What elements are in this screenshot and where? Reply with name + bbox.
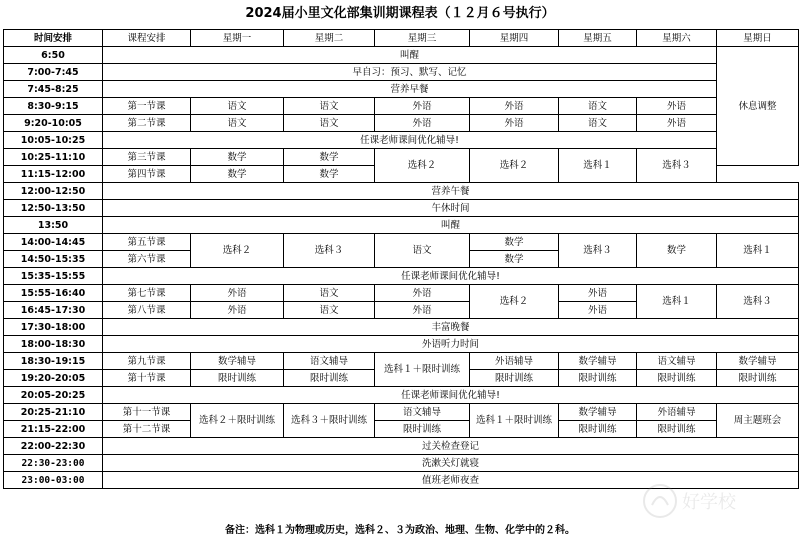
header-sunday: 星期日	[717, 30, 799, 47]
time-cell: 15:55-16:40	[4, 285, 103, 302]
period-label: 第十二节课	[103, 421, 191, 438]
table-row	[4, 183, 799, 200]
class-cell: 限时训练	[717, 370, 799, 387]
time-cell: 21:15-22:00	[4, 421, 103, 438]
class-cell: 选科２	[191, 234, 284, 268]
time-cell: 20:25-21:10	[4, 404, 103, 421]
class-cell: 语文辅导	[284, 353, 375, 370]
class-cell: 外语辅导	[637, 404, 717, 421]
class-cell: 外语	[375, 285, 470, 302]
class-cell: 外语	[470, 115, 559, 132]
class-cell: 数学	[191, 166, 284, 183]
table-row	[4, 387, 799, 404]
time-cell: 6:50	[4, 47, 103, 64]
time-cell: 7:00-7:45	[4, 64, 103, 81]
class-cell: 限时训练	[470, 370, 559, 387]
header-thursday: 星期四	[470, 30, 559, 47]
class-cell: 语文	[284, 285, 375, 302]
time-cell: 13:50	[4, 217, 103, 234]
time-cell: 20:05-20:25	[4, 387, 103, 404]
table-row	[4, 149, 799, 166]
class-cell: 限时训练	[191, 370, 284, 387]
period-label: 第十节课	[103, 370, 191, 387]
activity-nap: 午休时间	[103, 200, 799, 217]
time-cell: 7:45-8:25	[4, 81, 103, 98]
activity-morning-study: 早自习：预习、默写、记忆	[103, 64, 717, 81]
activity-wake: 叫醒	[103, 47, 717, 64]
class-cell: 语文	[559, 115, 637, 132]
time-cell: 18:00-18:30	[4, 336, 103, 353]
class-cell: 外语	[375, 98, 470, 115]
class-cell: 外语	[375, 115, 470, 132]
table-row	[4, 200, 799, 217]
table-row	[4, 268, 799, 285]
class-cell: 限时训练	[559, 370, 637, 387]
class-cell: 外语	[559, 302, 637, 319]
period-label: 第八节课	[103, 302, 191, 319]
period-label: 第六节课	[103, 251, 191, 268]
class-cell: 外语	[637, 115, 717, 132]
table-row	[4, 421, 799, 438]
time-cell: 22:30-23:00	[4, 455, 103, 472]
activity-tutoring: 任课老师课间优化辅导!	[103, 387, 799, 404]
class-cell: 数学	[284, 149, 375, 166]
class-cell: 限时训练	[375, 421, 470, 438]
activity-tutoring: 任课老师课间优化辅导!	[103, 132, 717, 149]
period-label: 第九节课	[103, 353, 191, 370]
class-cell: 语文	[284, 302, 375, 319]
table-row	[4, 285, 799, 302]
table-row	[4, 404, 799, 421]
header-tuesday: 星期二	[284, 30, 375, 47]
time-cell: 19:20-20:05	[4, 370, 103, 387]
class-cell: 外语	[191, 302, 284, 319]
class-cell: 数学	[470, 234, 559, 251]
class-cell: 限时训练	[284, 370, 375, 387]
class-cell: 外语	[191, 285, 284, 302]
time-cell: 23:00-03:00	[4, 472, 103, 489]
class-cell: 选科２	[375, 149, 470, 183]
header-wednesday: 星期三	[375, 30, 470, 47]
class-cell: 选科１＋限时训练	[470, 404, 559, 438]
class-cell: 外语	[375, 302, 470, 319]
period-label: 第四节课	[103, 166, 191, 183]
time-cell: 17:30-18:00	[4, 319, 103, 336]
class-cell: 选科２	[470, 285, 559, 319]
class-cell: 周主题班会	[717, 404, 799, 438]
class-cell: 外语	[637, 98, 717, 115]
activity-lights-out: 洗漱关灯就寝	[103, 455, 799, 472]
time-cell: 14:00-14:45	[4, 234, 103, 251]
class-cell: 限时训练	[559, 421, 637, 438]
footnote: 备注：选科１为物理或历史，选科２、３为政治、地理、生物、化学中的２科。	[225, 525, 575, 536]
time-cell: 10:05-10:25	[4, 132, 103, 149]
class-cell: 外语	[470, 98, 559, 115]
class-cell: 语文辅导	[637, 353, 717, 370]
class-cell: 选科３	[717, 285, 799, 319]
table-row	[4, 234, 799, 251]
class-cell: 数学	[284, 166, 375, 183]
table-row	[4, 455, 799, 472]
sunday-rest: 休息调整	[717, 47, 799, 166]
class-cell: 数学辅导	[717, 353, 799, 370]
class-cell: 语文	[375, 234, 470, 268]
activity-breakfast: 营养早餐	[103, 81, 717, 98]
time-cell: 12:50-13:50	[4, 200, 103, 217]
table-row	[4, 353, 799, 370]
table-row	[4, 64, 799, 81]
header-row	[4, 30, 799, 47]
class-cell: 数学辅导	[559, 404, 637, 421]
class-cell: 选科１	[717, 234, 799, 268]
class-cell: 外语辅导	[470, 353, 559, 370]
period-label: 第七节课	[103, 285, 191, 302]
time-cell: 9:20-10:05	[4, 115, 103, 132]
class-cell: 选科３	[284, 234, 375, 268]
class-cell: 数学辅导	[559, 353, 637, 370]
table-row	[4, 217, 799, 234]
class-cell: 选科２＋限时训练	[191, 404, 284, 438]
activity-listening: 外语听力时间	[103, 336, 799, 353]
class-cell: 选科２	[470, 149, 559, 183]
class-cell: 数学	[191, 149, 284, 166]
class-cell: 数学辅导	[191, 353, 284, 370]
activity-wake: 叫醒	[103, 217, 799, 234]
class-cell: 语文	[191, 115, 284, 132]
class-cell: 选科１	[637, 285, 717, 319]
class-cell: 语文	[284, 98, 375, 115]
time-cell: 14:50-15:35	[4, 251, 103, 268]
activity-night-watch: 值班老师夜查	[103, 472, 799, 489]
class-cell: 语文辅导	[375, 404, 470, 421]
class-cell: 数学	[637, 234, 717, 268]
page-title: 2024届小里文化部集训期课程表（１２月６号执行）	[245, 6, 555, 21]
activity-dinner: 丰富晚餐	[103, 319, 799, 336]
class-cell: 限时训练	[637, 421, 717, 438]
activity-tutoring: 任课老师课间优化辅导!	[103, 268, 799, 285]
period-label: 第五节课	[103, 234, 191, 251]
time-cell: 18:30-19:15	[4, 353, 103, 370]
class-cell: 限时训练	[637, 370, 717, 387]
header-friday: 星期五	[559, 30, 637, 47]
table-row	[4, 81, 799, 98]
class-cell: 选科３＋限时训练	[284, 404, 375, 438]
class-cell: 外语	[559, 285, 637, 302]
class-cell: 数学	[470, 251, 559, 268]
table-row	[4, 98, 799, 115]
time-cell: 11:15-12:00	[4, 166, 103, 183]
time-cell: 15:35-15:55	[4, 268, 103, 285]
schedule-table	[3, 29, 799, 489]
watermark-text: 好学校	[682, 492, 736, 513]
class-cell: 选科１＋限时训练	[375, 353, 470, 387]
activity-lunch: 营养午餐	[103, 183, 799, 200]
time-cell: 12:00-12:50	[4, 183, 103, 200]
table-row	[4, 115, 799, 132]
class-cell: 选科３	[637, 149, 717, 183]
time-cell: 10:25-11:10	[4, 149, 103, 166]
class-cell: 语文	[559, 98, 637, 115]
table-row	[4, 319, 799, 336]
table-row	[4, 132, 799, 149]
period-label: 第二节课	[103, 115, 191, 132]
header-saturday: 星期六	[637, 30, 717, 47]
activity-checkin: 过关检查登记	[103, 438, 799, 455]
class-cell: 选科３	[559, 234, 637, 268]
class-cell: 语文	[191, 98, 284, 115]
table-row	[4, 472, 799, 489]
header-time: 时间安排	[4, 30, 103, 47]
period-label: 第十一节课	[103, 404, 191, 421]
time-cell: 22:00-22:30	[4, 438, 103, 455]
time-cell: 16:45-17:30	[4, 302, 103, 319]
table-row	[4, 336, 799, 353]
period-label: 第一节课	[103, 98, 191, 115]
header-course: 课程安排	[103, 30, 191, 47]
period-label: 第三节课	[103, 149, 191, 166]
time-cell: 8:30-9:15	[4, 98, 103, 115]
table-row	[4, 438, 799, 455]
class-cell: 语文	[284, 115, 375, 132]
table-row	[4, 47, 799, 64]
header-monday: 星期一	[191, 30, 284, 47]
class-cell: 选科１	[559, 149, 637, 183]
